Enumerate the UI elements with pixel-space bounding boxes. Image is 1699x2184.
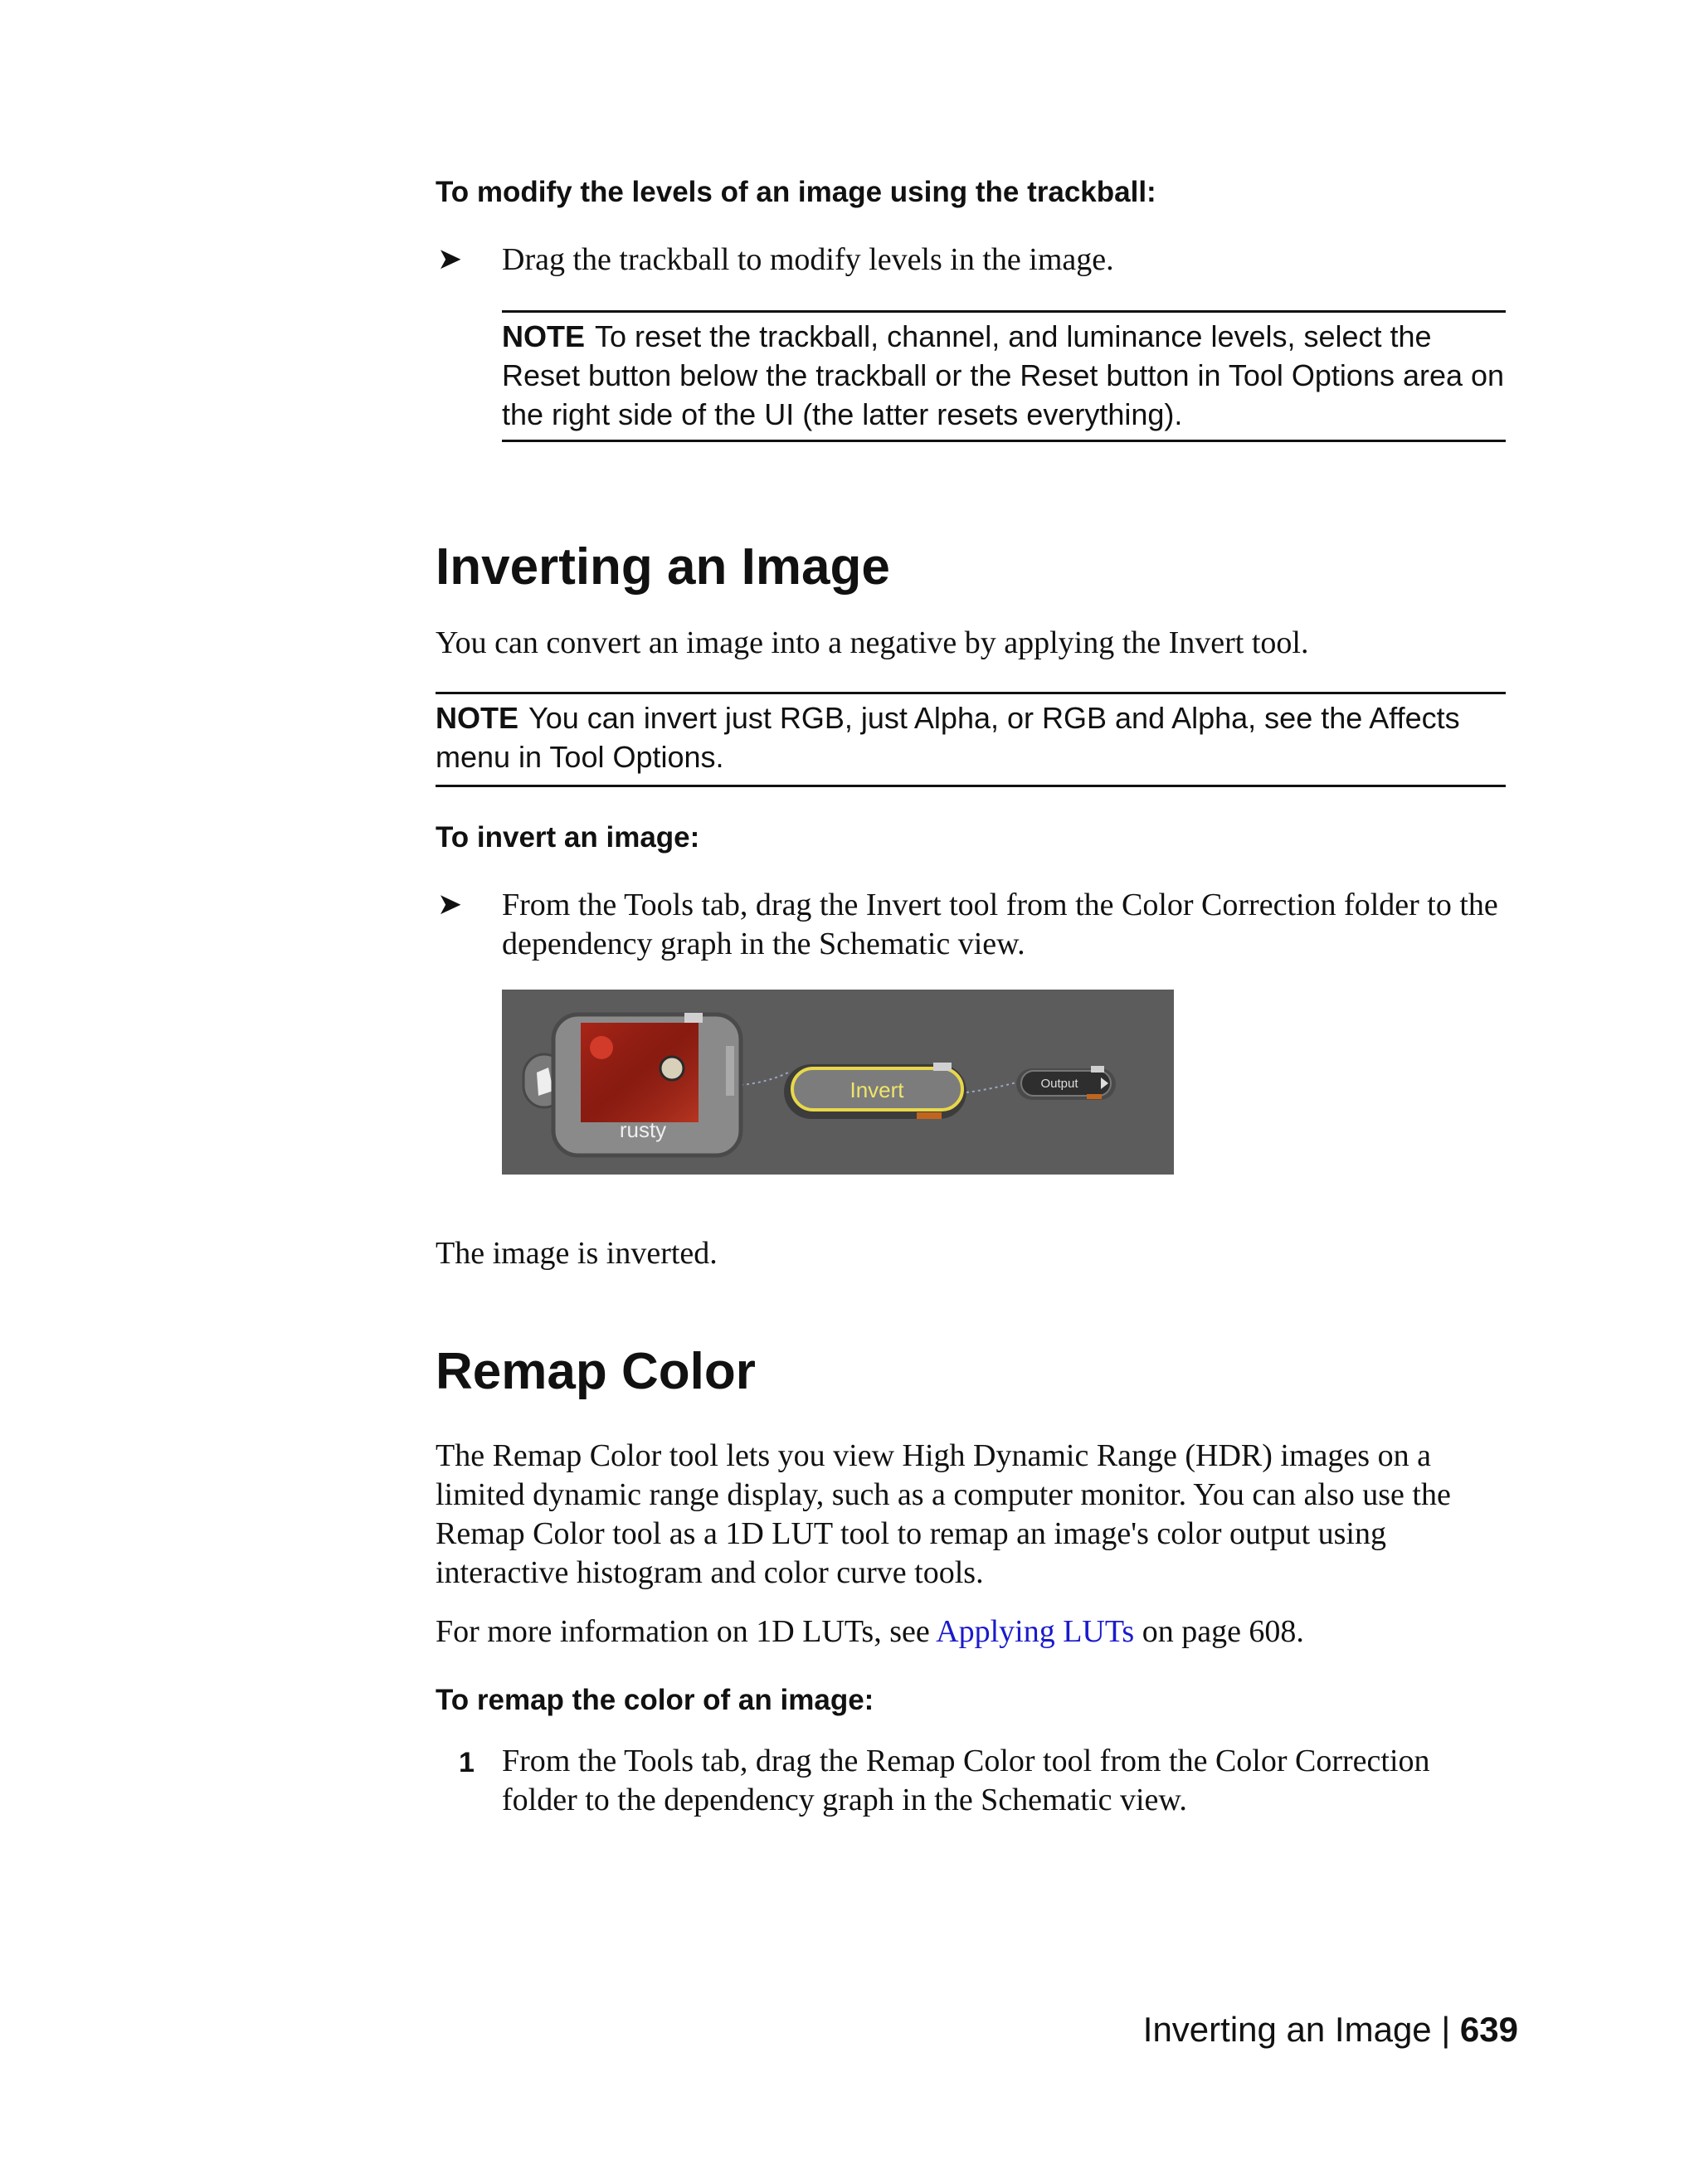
node-handle[interactable] [684,1013,703,1023]
text-run: on page 608. [1134,1614,1304,1649]
schematic-figure [502,990,1174,1175]
thumbnail-detail [590,1036,613,1059]
result-text: The image is inverted. [436,1236,718,1271]
source-node-label: rusty [619,1117,667,1142]
note-label: NOTE [502,319,586,353]
footer-section: Inverting an Image [1142,2010,1432,2049]
node-output-tab [1087,1094,1102,1099]
node-handle[interactable] [1091,1066,1104,1073]
procedure-heading-trackball: To modify the levels of an image using the trackball: [436,176,1156,208]
remap-more-info [436,1612,1510,1651]
note-bottom-rule [502,440,1506,442]
step-text: From the Tools tab, drag the Remap Color tool from the Color Correction folder to the dependency graph in the Schematic view. [502,1744,1430,1817]
applying-luts-link[interactable]: Applying LUTs [936,1614,1135,1649]
note-top-rule [436,692,1506,694]
node-handle[interactable] [933,1063,952,1071]
schematic-graph [502,990,1174,1175]
invert-node-label: Invert [850,1077,904,1102]
page-number: 639 [1459,2010,1518,2049]
intro-text: You can convert an image into a negative by applying the Invert tool. [436,625,1309,660]
footer-separator: | [1441,2010,1451,2049]
section-title-remap: Remap Color [436,1343,756,1400]
procedure-heading-remap: To remap the color of an image: [436,1684,874,1716]
text-run: For more information on 1D LUTs, see [436,1614,937,1649]
thumbnail-detail [660,1057,684,1080]
procedure-heading-invert: To invert an image: [436,821,700,854]
section-title-inverting: Inverting an Image [436,538,890,596]
page-footer [1143,2010,1518,2050]
note-bottom-rule [436,785,1506,787]
note-top-rule [502,310,1506,313]
remap-paragraph: The Remap Color tool lets you view High Dynamic Range (HDR) images on a limited dynamic range display, such as a computer monitor. You can also use the Remap Color tool as a 1D LUT tool to remap an image's color output using interactive histogram and color curve tools. [436,1438,1451,1590]
node-side-bar [726,1046,734,1096]
output-node-label: Output [1040,1077,1078,1091]
note-text: To reset the trackball, channel, and luminance levels, select the Reset button below the trackball or the Reset button in Tool Options area on the right side of the UI (the latter resets everything). [502,319,1505,431]
note-text: You can invert just RGB, just Alpha, or RGB and Alpha, see the Affects menu in Tool Options. [436,701,1460,774]
connector-line [966,1082,1016,1092]
note-trackball [502,317,1510,434]
bullet-arrow-icon: ➤ [437,888,463,922]
bullet-arrow-icon: ➤ [437,242,463,276]
step-text: Drag the trackball to modify levels in the image. [502,242,1114,277]
connector-line [741,1073,788,1085]
note-invert [436,698,1510,776]
step-text: From the Tools tab, drag the Invert tool from the Color Correction folder to the dependency graph in the Schematic view. [502,888,1498,961]
note-label: NOTE [436,701,519,735]
step-number: 1 [459,1747,475,1778]
node-output-tab [917,1112,942,1119]
